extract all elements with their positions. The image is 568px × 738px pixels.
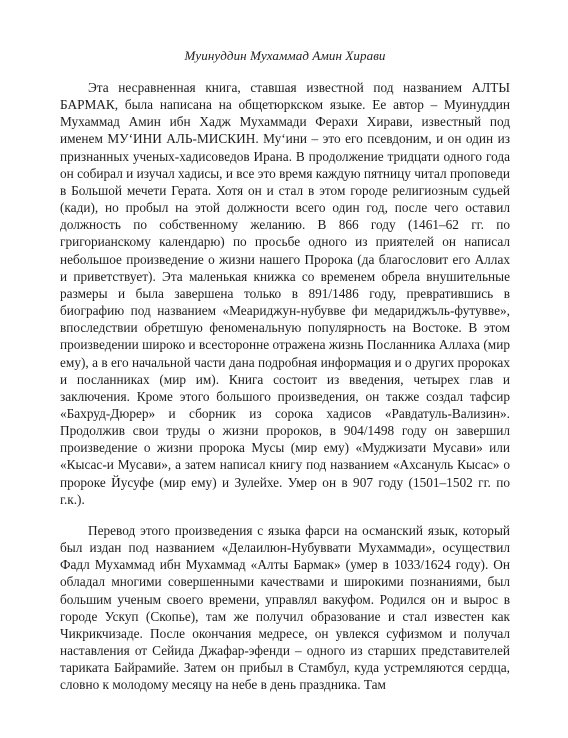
- body-paragraph-1: Эта несравненная книга, ставшая известной под названием АЛТЫ БАРМАК, была написана на общетюркском языке. Ее автор – Муинуддин Мухаммад Амин ибн Хадж Мухаммади Ферахи Хирави, известный под именем МУ‘ИНИ АЛЬ-МИСКИН. Му‘ини – это его псевдоним, и он один из признанных ученых-хадисоведов Ирана. В продолжение тридцати одного года он собирал и изучал хадисы, и все это время каждую пятницу читал проповеди в Большой мечети Герата. Хотя он и стал в этом городе религиозным судьей (кади), но пробыл на этой должности всего один год, после чего оставил должность по собственному желанию. В 866 году (1461–62 гг. по григорианскому календарю) по просьбе одного из приятелей он написал небольшое произведение о жизни нашего Пророка (да благословит его Аллах и приветствует). Эта маленькая книжка со временем обрела внушительные размеры и была завершена только в 891/1486 году, превратившись в биографию под названием «Меариджун-нубувве фи медариджъль-футувве», впоследствии обретшую феноменальную популярность на Востоке. В этом произведении широко и всесторонне отражена жизнь Посланника Аллаха (мир ему), а в его начальной части дана подробная информация и о других пророках и посланниках (мир им). Книга состоит из введения, четырех глав и заключения. Кроме этого большого произведения, он также создал тафсир «Бахруд-Дюрер» и сборник из сорока хадисов «Равдатуль-Вализин». Продолжив свои труды о жизни пророков, в 904/1498 году он завершил произведение о жизни пророка Мусы (мир ему) «Муджизати Мусави» или «Кысас-и Мусави», а затем написал книгу под названием «Ахсануль Кысас» о пророке Йусуфе (мир ему) и Зулейхе. Умер он в 907 году (1501–1502 гг. по г.к.).: [60, 80, 510, 507]
- running-header: Муинуддин Мухаммад Амин Хирави: [184, 48, 386, 63]
- body-paragraph-2: Перевод этого произведения с языка фарси на османский язык, который был издан под названием «Делаилюн-Нубуввати Мухаммади», осуществил Фадл Мухаммад ибн Мухаммад «Алты Бармак» (умер в 1033/1624 году). Он обладал многими совершенными качествами и широкими познаниями, был большим ученым своего времени, управлял вакуфом. Родился он и вырос в городе Ускуп (Скопье), там же получил образование и стал известен как Чикрикчизаде. После окончания медресе, он увлекся суфизмом и получал наставления от Сейида Джафар-эфенди – одного из старших представителей тариката Байрамийе. Затем он прибыл в Стамбул, куда устремляются сердца, словно к молодому месяцу на небе в день праздника. Там: [60, 522, 510, 693]
